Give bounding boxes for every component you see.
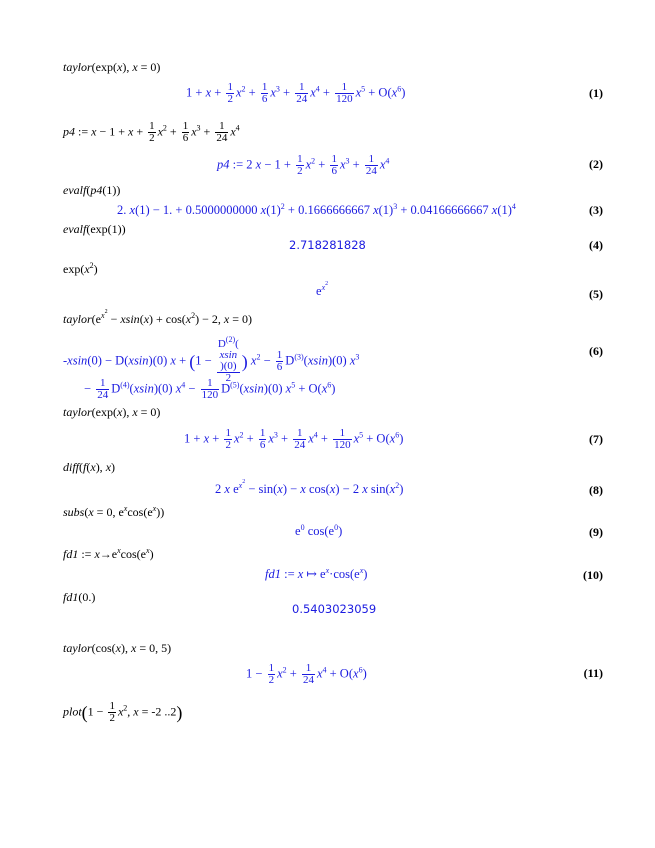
input-taylor-exp-2[interactable]: taylor(exp(x), x = 0) xyxy=(63,405,161,419)
equation-label: (5) xyxy=(589,287,603,301)
equation-label: (6) xyxy=(589,344,603,358)
output-taylor-combo-line2: − $\frac{1}{24}$ $D^{(4)}(xsin)(0) x^4$ − $\frac{1}{120}$ $D^{(5)}(xsin)(0) x^5 + O(x^6)$ xyxy=(84,377,336,401)
input-taylor-cos[interactable]: taylor(cos(x), x = 0, 5) xyxy=(63,641,172,655)
equation-label: (2) xyxy=(589,157,603,171)
output-taylor-exp: 1 + x + $\frac{1}{2}$ $x^2$ + $\frac{1}{6}$ $x^3$ + $\frac{1}{24}$ $x^4$ + $\frac{1}{120}$ $x^5 + O(x^6)$ xyxy=(186,81,406,105)
equation-label: (4) xyxy=(589,238,603,252)
output-taylor-cos: 1 − $\frac{1}{2}$ $x^2$ + $\frac{1}{24}$ $x^4 + O(x^6)$ xyxy=(246,662,367,686)
equation-label: (3) xyxy=(589,203,603,217)
input-subs[interactable]: subs(x = 0, $e^x\cos(e^x)$) xyxy=(63,504,165,519)
output-fd1-definition: fd1 := x ↦ $e^x\cdot\cos(e^x)$ xyxy=(265,566,368,581)
input-diff[interactable]: diff(f(x), x) xyxy=(63,460,116,474)
input-evalf-exp[interactable]: evalf(exp(1)) xyxy=(63,222,126,236)
equation-label: (10) xyxy=(583,568,603,582)
output-taylor-combo-line1: -xsin(0) − D(xsin)(0) x + (1 − $D^{(2)}$( xsin )(0) 2 ) $x^2$ − $\frac{1}{6}$ $D^{(3)}(xsin)(0)$ $x^3$ xyxy=(63,335,360,384)
equation-label: (11) xyxy=(583,666,603,680)
output-exp-x2: $e^{x^2}$ xyxy=(316,281,329,298)
output-fd1-eval: 0.5403023059 xyxy=(292,602,377,616)
input-fd1-definition[interactable]: fd1 := $x\to e^x\cos(e^x)$ xyxy=(63,546,154,561)
input-p4-definition[interactable]: p4 := x − 1 + x + $\frac{1}{2}$ $x^2$ + $\frac{1}{6}$ $x^3$ + $\frac{1}{24}$ $x^4$ xyxy=(63,120,240,144)
output-subs: $e^0$ $\cos(e^0)$ xyxy=(295,523,343,538)
output-evalf-exp: 2.718281828 xyxy=(289,238,366,252)
output-diff: 2 x $e^{x^2} - \sin(x) - x$ cos(x) − 2 x $\sin(x^2)$ xyxy=(215,479,404,496)
input-taylor-exp[interactable]: taylor(exp(x), x = 0) xyxy=(63,60,161,74)
output-p4-definition: p4 := 2 x − 1 + $\frac{1}{2}$ $x^2$ + $\frac{1}{6}$ $x^3$ + $\frac{1}{24}$ $x^4$ xyxy=(217,153,390,177)
output-taylor-exp-2: 1 + x + $\frac{1}{2}$ $x^2$ + $\frac{1}{6}$ $x^3$ + $\frac{1}{24}$ $x^4$ + $\frac{1}{120}$ $x^5 + O(x^6)$ xyxy=(184,427,404,451)
input-plot[interactable]: plot(1 − $\frac{1}{2}$ $x^2$, x = -2 ..2) xyxy=(63,700,183,724)
input-evalf-p4[interactable]: evalf(p4(1)) xyxy=(63,183,121,197)
input-taylor-combo[interactable]: $taylor(e^{x^2} - xsin(x) + \cos(x^2) - 2$, x = 0) xyxy=(63,309,252,326)
equation-label: (8) xyxy=(589,483,603,497)
equation-label: (9) xyxy=(589,525,603,539)
equation-label: (7) xyxy=(589,432,603,446)
output-evalf-p4: 2. x(1) − 1. + 0.5000000000 $x(1)^2 + 0.1666666667$ $x(1)^3 + 0.04166666667$ $x(1)^4$ xyxy=(117,202,516,217)
equation-label: (1) xyxy=(589,86,603,100)
input-exp-x2[interactable]: $\exp(x^2)$ xyxy=(63,261,98,276)
input-fd1-eval[interactable]: fd1(0.) xyxy=(63,590,96,604)
